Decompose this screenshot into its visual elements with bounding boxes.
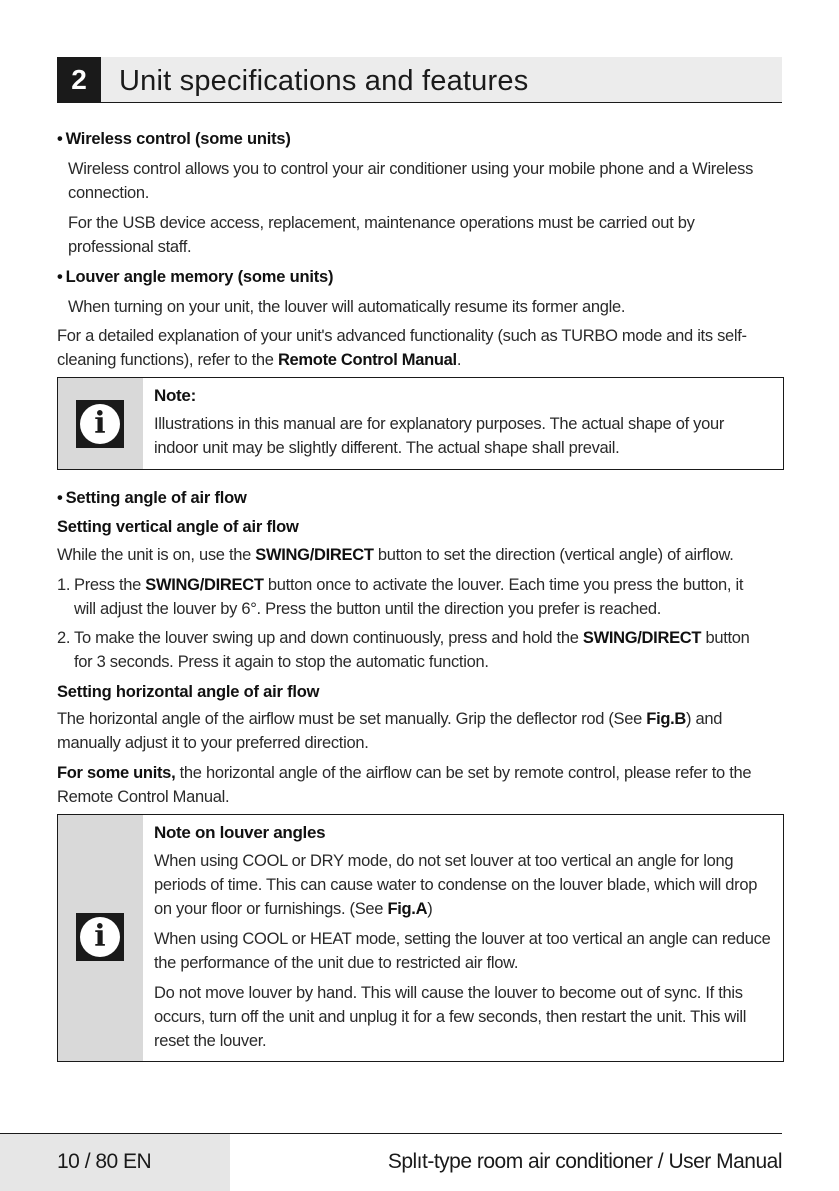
document-title: Splıt-type room air conditioner / User Manual bbox=[387, 1150, 782, 1173]
louver-note-p1-l3: on your floor or furnishings. (See Fig.A) bbox=[154, 900, 433, 918]
horizontal-text-2: manually adjust it to your preferred direction. bbox=[57, 734, 369, 752]
wireless-text-2b: professional staff. bbox=[68, 238, 192, 256]
airflow-heading: • Setting angle of air flow bbox=[57, 486, 247, 510]
note-sidebar bbox=[58, 815, 143, 1061]
horizontal-heading: Setting horizontal angle of air flow bbox=[57, 683, 320, 701]
note-text-1: Illustrations in this manual are for explanatory purposes. The actual shape of your bbox=[154, 415, 725, 433]
note-title: Note: bbox=[154, 386, 196, 405]
louver-note-p3-l2: occurs, turn off the unit and unplug it for a few seconds, then restart the unit. This will bbox=[154, 1008, 747, 1026]
note-box bbox=[57, 377, 784, 470]
louver-note-p1-l1: When using COOL or DRY mode, do not set louver at too vertical an angle for long bbox=[154, 852, 734, 870]
remote-manual-ref: Remote Control Manual bbox=[277, 351, 457, 369]
section-header bbox=[57, 57, 782, 103]
wireless-text-1b: connection. bbox=[68, 184, 150, 202]
louver-note-p2-l2: the performance of the unit due to restricted air flow. bbox=[154, 954, 519, 972]
page-number: 10 / 80 EN bbox=[57, 1150, 152, 1173]
step-1-number: 1. bbox=[57, 576, 71, 594]
wireless-heading: • Wireless control (some units) bbox=[57, 127, 291, 151]
step-2-number: 2. bbox=[57, 629, 71, 647]
note-text-2: indoor unit may be slightly different. The actual shape shall prevail. bbox=[154, 439, 620, 457]
advanced-text-2: cleaning functions), refer to the Remote Control Manual. bbox=[57, 351, 462, 369]
some-units-text-1: For some units, the horizontal angle of the airflow can be set by remote control, please refer to the bbox=[57, 764, 752, 782]
info-icon: i bbox=[76, 913, 124, 961]
step-2-line-2: for 3 seconds. Press it again to stop the automatic function. bbox=[74, 653, 489, 671]
vertical-heading: Setting vertical angle of air flow bbox=[57, 518, 299, 536]
louver-note-p3-l1: Do not move louver by hand. This will cause the louver to become out of sync. If this bbox=[154, 984, 743, 1002]
wireless-text-2a: For the USB device access, replacement, maintenance operations must be carried out by bbox=[68, 214, 695, 232]
louver-note-title: Note on louver angles bbox=[154, 823, 326, 842]
footer-divider bbox=[0, 1133, 782, 1134]
step-1-line-1: Press the SWING/DIRECT button once to activate the louver. Each time you press the button, it bbox=[74, 576, 744, 594]
some-units-text-2: Remote Control Manual. bbox=[57, 788, 230, 806]
note-content bbox=[154, 384, 773, 460]
louver-note-content bbox=[154, 821, 773, 1053]
step-1-line-2: will adjust the louver by 6°. Press the button until the direction you prefer is reached. bbox=[74, 600, 662, 618]
note-sidebar bbox=[58, 378, 143, 469]
louver-note-p2-l1: When using COOL or HEAT mode, setting the louver at too vertical an angle can reduce bbox=[154, 930, 771, 948]
chapter-number: 2 bbox=[57, 57, 101, 102]
louver-memory-text: When turning on your unit, the louver will automatically resume its former angle. bbox=[68, 298, 626, 316]
louver-note-p3-l3: reset the louver. bbox=[154, 1032, 267, 1050]
louver-note-box bbox=[57, 814, 784, 1062]
vertical-intro: While the unit is on, use the SWING/DIRECT button to set the direction (vertical angle) of airflow. bbox=[57, 546, 734, 564]
advanced-text-1: For a detailed explanation of your unit's advanced functionality (such as TURBO mode and its self- bbox=[57, 327, 747, 345]
info-icon: i bbox=[76, 400, 124, 448]
wireless-text-1a: Wireless control allows you to control your air conditioner using your mobile phone and a Wireless bbox=[68, 160, 754, 178]
step-2-line-1: To make the louver swing up and down continuously, press and hold the SWING/DIRECT button bbox=[74, 629, 750, 647]
louver-note-p1-l2: periods of time. This can cause water to condense on the louver blade, which will drop bbox=[154, 876, 758, 894]
horizontal-text-1: The horizontal angle of the airflow must be set manually. Grip the deflector rod (See Fig.B) and bbox=[57, 710, 723, 728]
section-title: Unit specifications and features bbox=[119, 65, 529, 97]
louver-memory-heading: • Louver angle memory (some units) bbox=[57, 265, 333, 289]
